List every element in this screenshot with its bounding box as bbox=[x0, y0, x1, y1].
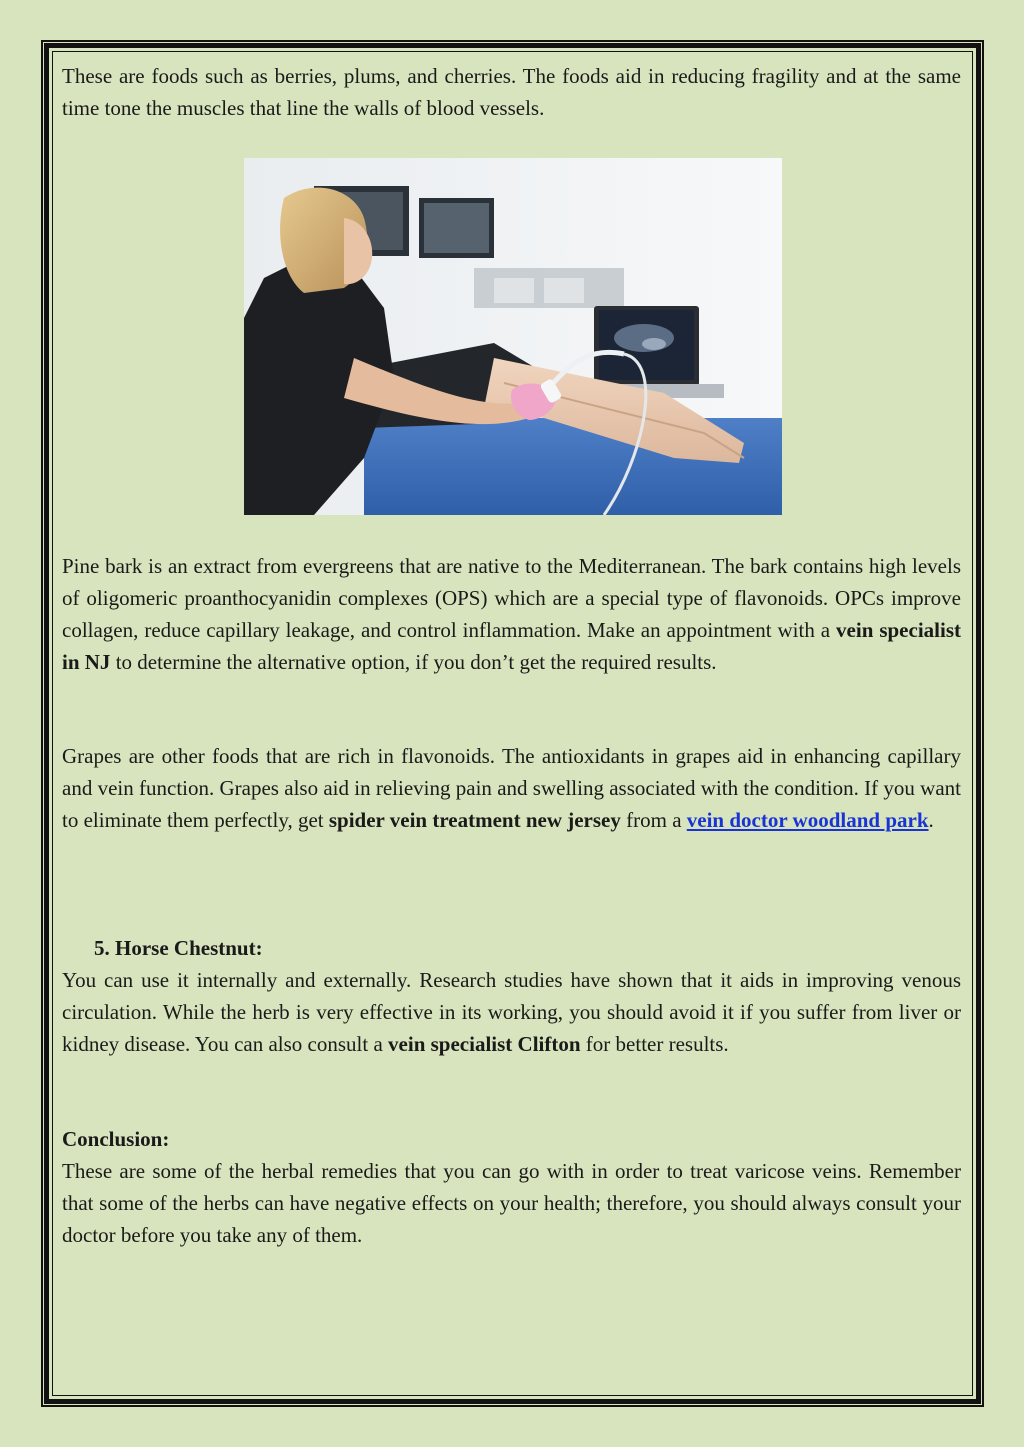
vein-ultrasound-photo bbox=[244, 158, 782, 515]
horse-chestnut-paragraph bbox=[62, 964, 961, 1060]
conclusion-paragraph: These are some of the herbal remedies that you can go with in order to treat varicose veins. Remember that some of the herbs can have negative effects on your health; therefore, you should always consult your doctor before you take any of them. bbox=[62, 1159, 961, 1247]
vein-specialist-nj-bold: vein specialist in NJ bbox=[62, 618, 961, 674]
vein-specialist-clifton-bold: vein specialist Clifton bbox=[388, 1032, 581, 1056]
vein-doctor-woodland-park-link[interactable]: vein doctor woodland park bbox=[686, 808, 929, 832]
grapes-paragraph bbox=[62, 740, 961, 836]
spider-vein-treatment-bold: spider vein treatment new jersey bbox=[328, 808, 621, 832]
pine-bark-paragraph bbox=[62, 550, 961, 678]
horse-chestnut-text-end: for better results. bbox=[580, 1032, 729, 1056]
horse-chestnut-text: You can use it internally and externally. Research studies have shown that it aids in improving venous circulation. While the herb is very effective in its working, you should avoid it if you suffer from liver or kidney disease. You can also consult a bbox=[62, 968, 961, 1056]
conclusion-heading: Conclusion: bbox=[62, 1127, 170, 1151]
pine-bark-text: Pine bark is an extract from evergreens that are native to the Mediterranean. The bark contains high levels of oligomeric proanthocyanidin complexes (OPS) which are a special type of flavonoids. OPCs improve collagen, reduce capillary leakage, and control inflammation. Make an appointment with a bbox=[62, 554, 961, 642]
horse-chestnut-heading: 5. Horse Chestnut: bbox=[94, 936, 263, 960]
grapes-text: Grapes are other foods that are rich in flavonoids. The antioxidants in grapes aid in enhancing capillary and vein function. Grapes also aid in relieving pain and swelling associated with the condition. If you want to eliminate them perfectly, get bbox=[62, 744, 961, 832]
grapes-text-end: . bbox=[928, 808, 934, 832]
pine-bark-text-end: to determine the alternative option, if you don’t get the required results. bbox=[110, 650, 717, 674]
intro-paragraph: These are foods such as berries, plums, and cherries. The foods aid in reducing fragility and at the same time tone the muscles that line the walls of blood vessels. bbox=[62, 64, 961, 120]
grapes-text-middle: from a bbox=[620, 808, 687, 832]
